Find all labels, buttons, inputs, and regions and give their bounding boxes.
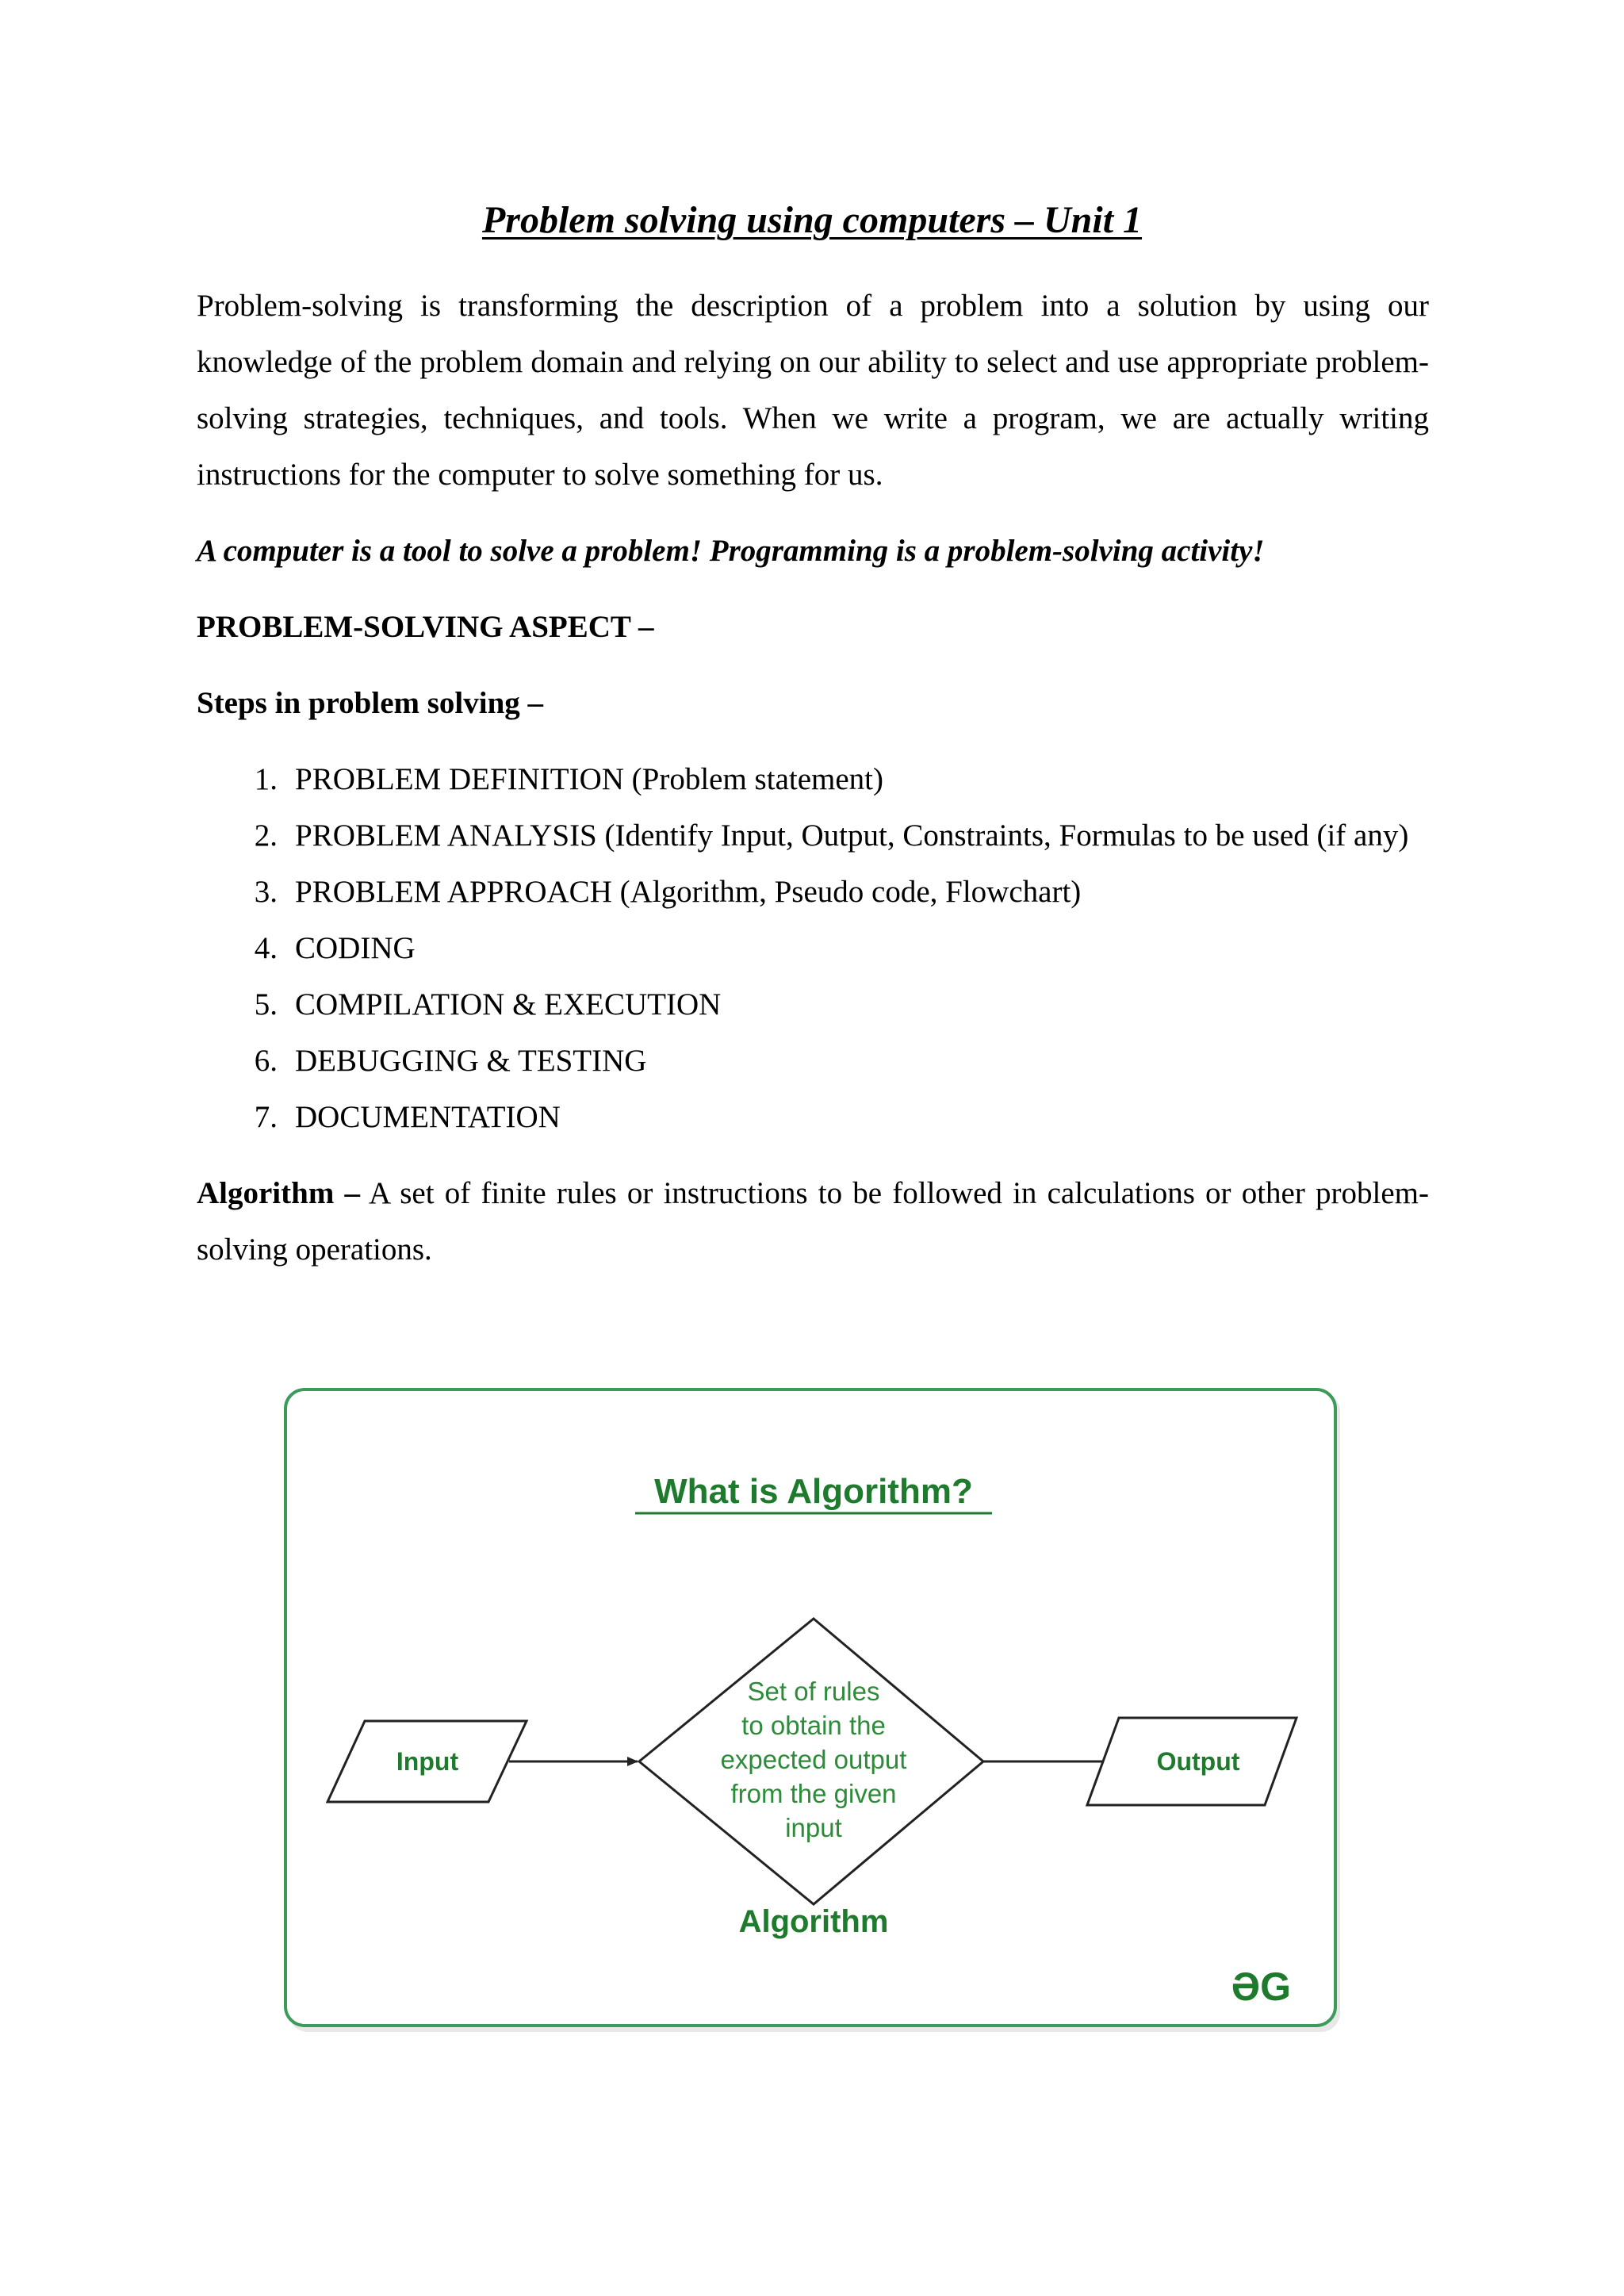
output-label: Output xyxy=(1156,1747,1240,1776)
step-number: 5. xyxy=(254,987,278,1022)
diamond-text-line: to obtain the xyxy=(741,1711,886,1740)
step-number: 4. xyxy=(254,931,278,965)
list-item xyxy=(197,751,1429,807)
list-item xyxy=(197,1033,1429,1089)
step-text: PROBLEM DEFINITION (Problem statement) xyxy=(295,762,883,796)
gfg-logo: ƏG xyxy=(1231,1964,1291,2009)
aspect-heading: PROBLEM-SOLVING ASPECT – xyxy=(197,610,654,644)
step-text: PROBLEM APPROACH (Algorithm, Pseudo code, Flowchart) xyxy=(295,875,1082,909)
diamond-text-line: Set of rules xyxy=(747,1677,880,1706)
document-body xyxy=(197,278,1429,1278)
step-text: PROBLEM ANALYSIS (Identify Input, Output, Constraints, Formulas to be used (if any) xyxy=(295,818,1409,853)
diagram-title: What is Algorithm? xyxy=(654,1472,973,1511)
step-text: CODING xyxy=(295,931,416,965)
step-text: COMPILATION & EXECUTION xyxy=(295,987,722,1022)
list-item xyxy=(197,976,1429,1033)
diamond-text-line: from the given xyxy=(730,1779,897,1808)
list-item xyxy=(197,1089,1429,1145)
list-item xyxy=(197,920,1429,976)
step-number: 2. xyxy=(254,818,278,853)
intro-paragraph: Problem-solving is transforming the description of a problem into a solution by using our knowledge of the problem domain and relying on our ability to select and use appropriate problem-solving strategies, techniques, and tools. When we write a program, we are actually writing instructions for the computer to solve something for us. xyxy=(197,289,1429,492)
diamond-text-line: expected output xyxy=(720,1745,907,1774)
steps-list xyxy=(197,751,1429,1145)
step-number: 1. xyxy=(254,762,278,796)
step-text: DOCUMENTATION xyxy=(295,1100,561,1134)
algorithm-term: Algorithm – xyxy=(197,1176,360,1210)
algorithm-definition-text: A set of finite rules or instructions to be followed in calculations or other problem-solving operations. xyxy=(197,1176,1429,1267)
step-number: 3. xyxy=(254,875,278,909)
diamond-text-line: input xyxy=(785,1813,842,1842)
algorithm-diagram xyxy=(284,1388,1343,2034)
tagline: A computer is a tool to solve a problem! Programming is a problem-solving activity! xyxy=(197,534,1265,568)
steps-heading: Steps in problem solving – xyxy=(197,686,544,720)
list-item xyxy=(197,864,1429,920)
algorithm-caption: Algorithm xyxy=(738,1904,889,1939)
step-number: 7. xyxy=(254,1100,278,1134)
list-item xyxy=(197,807,1429,864)
input-label: Input xyxy=(396,1747,459,1776)
step-text: DEBUGGING & TESTING xyxy=(295,1044,647,1078)
step-number: 6. xyxy=(254,1044,278,1078)
algorithm-figure xyxy=(284,1388,1343,2034)
document-title: Problem solving using computers – Unit 1 xyxy=(481,199,1143,241)
algorithm-definition xyxy=(197,1165,1429,1278)
